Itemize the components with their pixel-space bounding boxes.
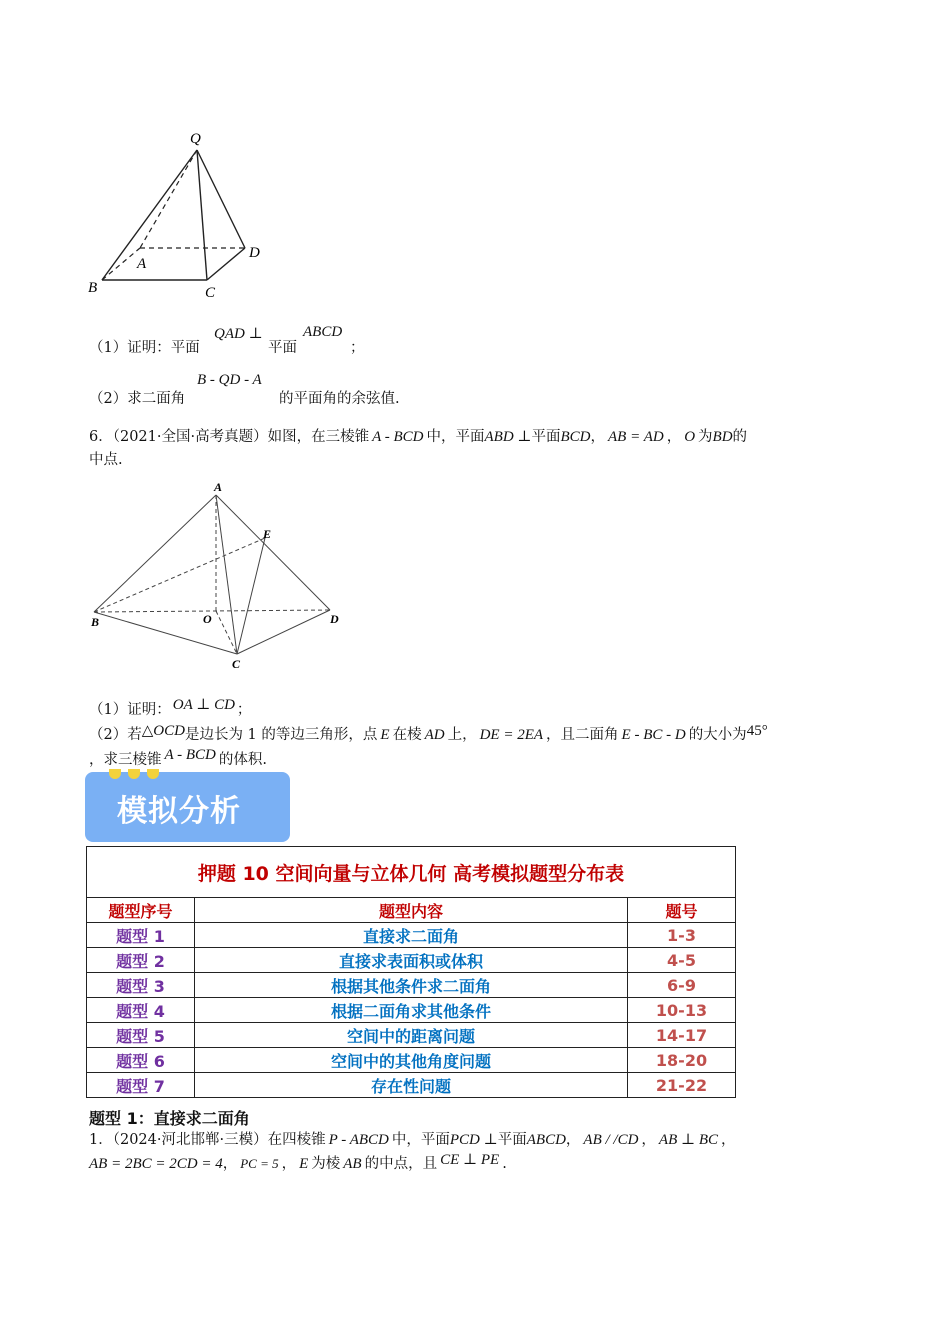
row-type: 题型 1 [87, 923, 195, 948]
table-header-content: 题型内容 [195, 898, 628, 923]
row-type: 题型 2 [87, 948, 195, 973]
vertex-label-c: C [232, 657, 241, 671]
vertex-label-b: B [91, 615, 100, 629]
row-content: 存在性问题 [195, 1073, 628, 1098]
text-cosine: 的平面角的余弦值. [279, 391, 400, 407]
vertex-label-o: O [203, 612, 212, 626]
math-qad-perp: QAD ⊥ [214, 326, 263, 342]
row-content: 空间中的距离问题 [195, 1023, 628, 1048]
vertex-label-d: D [330, 612, 339, 626]
section-heading: 题型 1：直接求二面角 [89, 1109, 250, 1128]
vertex-label-a: A [214, 480, 223, 494]
question-6-part-2: （2）若△OCD是边长为 1 的等边三角形，点 E 在棱 AD 上， DE = 2EA ，且二面角 E - BC - D 的大小为45° [89, 723, 768, 743]
question-6-line-2: 中点. [89, 452, 123, 468]
vertex-label-c: C [205, 285, 216, 301]
row-numbers: 6-9 [628, 973, 736, 998]
row-numbers: 10-13 [628, 998, 736, 1023]
prev-question-part-1: （1）证明：平面 [89, 340, 200, 356]
pyramid-figure-qabcd [80, 125, 280, 305]
table-title: 押题 10 空间向量与立体几何 高考模拟题型分布表 [87, 847, 736, 898]
text-semicolon: ； [350, 340, 365, 356]
row-type: 题型 7 [87, 1073, 195, 1098]
table-row [87, 1073, 736, 1098]
row-content: 空间中的其他角度问题 [195, 1048, 628, 1073]
row-numbers: 14-17 [628, 1023, 736, 1048]
row-type: 题型 5 [87, 1023, 195, 1048]
tetrahedron-figure-abcd [85, 478, 355, 678]
table-row [87, 948, 736, 973]
banner-decoration [109, 764, 166, 783]
row-content: 根据其他条件求二面角 [195, 973, 628, 998]
question-type-distribution-table [86, 846, 736, 1098]
row-numbers: 1-3 [628, 923, 736, 948]
row-content: 直接求二面角 [195, 923, 628, 948]
simulation-analysis-banner [85, 772, 290, 842]
table-row [87, 1023, 736, 1048]
row-content: 直接求表面积或体积 [195, 948, 628, 973]
question-6-part-1: （1）证明： OA ⊥ CD ； [89, 697, 252, 718]
text-plane: 平面 [268, 340, 297, 356]
table-row [87, 998, 736, 1023]
banner-title: 模拟分析 [117, 794, 241, 829]
table-header-type: 题型序号 [87, 898, 195, 923]
vertex-label-b: B [88, 280, 98, 296]
math-abcd: ABCD [303, 324, 343, 340]
row-numbers: 21-22 [628, 1073, 736, 1098]
vertex-label-q: Q [190, 131, 201, 147]
table-row [87, 973, 736, 998]
row-type: 题型 4 [87, 998, 195, 1023]
question-1-line-1: 1．（2024·河北邯郸·三模）在四棱锥 P - ABCD 中，平面PCD ⊥平面ABCD， AB / /CD ， AB ⊥ BC ， [89, 1132, 736, 1148]
question-1-line-2: AB = 2BC = 2CD = 4， PC = 5 ， E 为棱 AB 的中点，且 CE ⊥ PE . [89, 1152, 507, 1172]
question-6-part-2-cont: ，求三棱锥 A - BCD 的体积. [89, 747, 267, 768]
row-numbers: 18-20 [628, 1048, 736, 1073]
math-b-qd-a: B - QD - A [197, 372, 262, 388]
row-type: 题型 3 [87, 973, 195, 998]
table-header-numbers: 题号 [628, 898, 736, 923]
prev-question-part-2: （2）求二面角 [89, 391, 186, 407]
table-row [87, 1048, 736, 1073]
row-type: 题型 6 [87, 1048, 195, 1073]
row-numbers: 4-5 [628, 948, 736, 973]
vertex-label-e: E [263, 527, 272, 541]
question-6-line-1: 6．（2021·全国·高考真题）如图，在三棱锥 A - BCD 中，平面ABD ⊥平面BCD， AB = AD ， O 为BD的 [89, 429, 748, 445]
table-row [87, 923, 736, 948]
vertex-label-a: A [137, 256, 147, 272]
row-content: 根据二面角求其他条件 [195, 998, 628, 1023]
vertex-label-d: D [249, 245, 260, 261]
